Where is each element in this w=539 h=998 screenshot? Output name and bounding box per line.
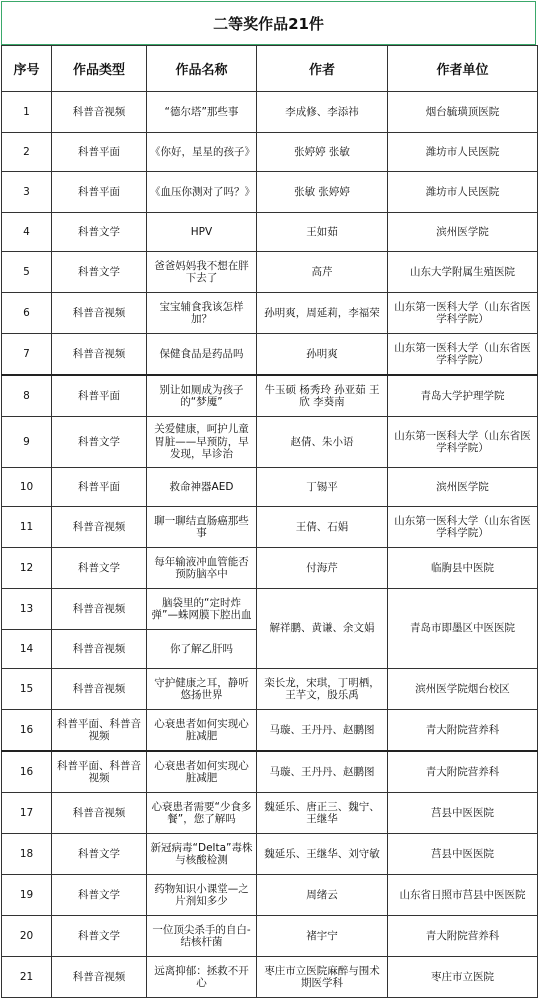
cell-author: 牛玉硕 杨秀玲 孙亚茹 王欣 李葵南 <box>257 375 388 417</box>
header-row <box>2 46 538 92</box>
cell-author: 赵倩、朱小语 <box>257 417 388 468</box>
cell-author: 魏延乐、唐正三、魏宁、王继华 <box>257 793 388 834</box>
cell-no: 7 <box>2 334 52 376</box>
cell-name: 关爱健康，呵护儿童胃脏——早预防，早发现，早诊治 <box>147 417 257 468</box>
cell-name: 《你好，星星的孩子》 <box>147 133 257 172</box>
cell-no: 1 <box>2 92 52 133</box>
cell-name <box>147 793 257 834</box>
cell-type: 科普文学 <box>52 916 147 957</box>
cell-unit-merged: 青岛市即墨区中医医院 <box>388 589 538 669</box>
cell-no: 8 <box>2 375 52 417</box>
cell-type: 科普文学 <box>52 252 147 293</box>
cell-unit: 青岛大学护理学院 <box>388 375 538 417</box>
cell-no: 20 <box>2 916 52 957</box>
table-row <box>2 92 538 133</box>
cell-author: 王倩、石娟 <box>257 507 388 548</box>
table-row <box>2 834 538 875</box>
cell-author: 张婷婷 张敏 <box>257 133 388 172</box>
table-row <box>2 916 538 957</box>
cell-unit: 山东第一医科大学（山东省医学科学院） <box>388 334 538 376</box>
cell-name-text: 脑袋里的“定时炸弹”—蛛网膜下腔出血 <box>151 596 252 621</box>
cell-unit: 青大附院营养科 <box>388 751 538 793</box>
cell-no: 2 <box>2 133 52 172</box>
cell-no: 14 <box>2 630 52 669</box>
cell-author: 李成修、李添祎 <box>257 92 388 133</box>
cell-no: 5 <box>2 252 52 293</box>
cell-name: 你了解乙肝吗 <box>147 630 257 669</box>
cell-name: 每年输液冲血管能否预防脑卒中 <box>147 548 257 589</box>
cell-type: 科普文学 <box>52 875 147 916</box>
cell-unit: 滨州医学院 <box>388 213 538 252</box>
cell-no: 9 <box>2 417 52 468</box>
cell-name: 一位顶尖杀手的自白-结核杆菌 <box>147 916 257 957</box>
cell-type: 科普文学 <box>52 417 147 468</box>
table-row <box>2 669 538 710</box>
cell-no: 3 <box>2 172 52 213</box>
cell-author: 魏延乐、王继华、刘守敏 <box>257 834 388 875</box>
cell-author: 孙明爽 <box>257 334 388 376</box>
table-row <box>2 417 538 468</box>
cell-type: 科普平面 <box>52 468 147 507</box>
header-unit: 作者单位 <box>388 46 538 92</box>
cell-no: 16 <box>2 751 52 793</box>
cell-unit: 莒县中医医院 <box>388 793 538 834</box>
cell-unit: 烟台毓璜顶医院 <box>388 92 538 133</box>
cell-name: 《血压你测对了吗？》 <box>147 172 257 213</box>
cell-type: 科普平面、科普音视频 <box>52 710 147 752</box>
table-row <box>2 957 538 998</box>
cell-author: 枣庄市立医院麻醉与围术期医学科 <box>257 957 388 998</box>
cell-unit: 山东第一医科大学（山东省医学科学院） <box>388 293 538 334</box>
header-no: 序号 <box>2 46 52 92</box>
table-row <box>2 875 538 916</box>
table-row <box>2 710 538 752</box>
cell-author: 王如茹 <box>257 213 388 252</box>
table-row <box>2 213 538 252</box>
cell-author: 付海芹 <box>257 548 388 589</box>
cell-type: 科普音视频 <box>52 957 147 998</box>
cell-unit: 滨州医学院 <box>388 468 538 507</box>
table-row <box>2 252 538 293</box>
cell-unit: 潍坊市人民医院 <box>388 172 538 213</box>
table-row <box>2 334 538 376</box>
cell-unit: 滨州医学院烟台校区 <box>388 669 538 710</box>
cell-no: 18 <box>2 834 52 875</box>
cell-no: 4 <box>2 213 52 252</box>
cell-no: 17 <box>2 793 52 834</box>
cell-unit: 山东省日照市莒县中医医院 <box>388 875 538 916</box>
table-row <box>2 133 538 172</box>
cell-author: 孙明爽，周延莉，李福荣 <box>257 293 388 334</box>
table-row <box>2 548 538 589</box>
cell-name: 远离抑郁：拯救不开心 <box>147 957 257 998</box>
cell-type: 科普平面 <box>52 172 147 213</box>
cell-type: 科普平面 <box>52 133 147 172</box>
cell-type: 科普音视频 <box>52 507 147 548</box>
cell-unit: 临朐县中医院 <box>388 548 538 589</box>
cell-author: 周绪云 <box>257 875 388 916</box>
cell-name: 聊一聊结直肠癌那些事 <box>147 507 257 548</box>
cell-type: 科普文学 <box>52 834 147 875</box>
cell-type: 科普音视频 <box>52 334 147 376</box>
cell-name: 别让如厕成为孩子的“梦魇” <box>147 375 257 417</box>
cell-no: 15 <box>2 669 52 710</box>
cell-name: 新冠病毒“Delta”毒株与核酸检测 <box>147 834 257 875</box>
cell-author: 张敏 张婷婷 <box>257 172 388 213</box>
cell-author: 栾长龙，宋琪，丁明栖，王芊文，殷乐禹 <box>257 669 388 710</box>
cell-author: 马璇、王丹丹、赵鹏图 <box>257 710 388 752</box>
table-row <box>2 793 538 834</box>
cell-name: 救命神器AED <box>147 468 257 507</box>
cell-type: 科普音视频 <box>52 793 147 834</box>
header-author: 作者 <box>257 46 388 92</box>
cell-type: 科普平面、科普音视频 <box>52 751 147 793</box>
cell-author: 褚宇宁 <box>257 916 388 957</box>
table-row <box>2 293 538 334</box>
cell-no: 12 <box>2 548 52 589</box>
cell-unit: 青大附院营养科 <box>388 916 538 957</box>
cell-unit: 山东大学附属生殖医院 <box>388 252 538 293</box>
cell-unit: 枣庄市立医院 <box>388 957 538 998</box>
cell-type: 科普音视频 <box>52 630 147 669</box>
header-name: 作品名称 <box>147 46 257 92</box>
table-row <box>2 375 538 417</box>
cell-name: “德尔塔”那些事 <box>147 92 257 133</box>
table-row <box>2 172 538 213</box>
cell-type: 科普平面 <box>52 375 147 417</box>
table-title: 二等奖作品21件 <box>1 1 536 45</box>
cell-name: 宝宝辅食我该怎样加？ <box>147 293 257 334</box>
cell-no: 10 <box>2 468 52 507</box>
table-row <box>2 507 538 548</box>
table-row <box>2 751 538 793</box>
cell-name: 心衰患者如何实现心脏减肥 <box>147 751 257 793</box>
cell-author: 马璇、王丹丹、赵鹏图 <box>257 751 388 793</box>
cell-name-text: 心衰患者需要“少食多餐”，您了解吗 <box>151 800 252 825</box>
cell-type: 科普文学 <box>52 548 147 589</box>
cell-name: 守护健康之耳，静听悠扬世界 <box>147 669 257 710</box>
cell-unit: 潍坊市人民医院 <box>388 133 538 172</box>
table-row <box>2 468 538 507</box>
cell-name: 爸爸妈妈我不想在胖下去了 <box>147 252 257 293</box>
cell-no: 16 <box>2 710 52 752</box>
cell-author: 丁锡平 <box>257 468 388 507</box>
cell-type: 科普文学 <box>52 213 147 252</box>
cell-no: 21 <box>2 957 52 998</box>
cell-no: 19 <box>2 875 52 916</box>
cell-name: 心衰患者如何实现心脏减肥 <box>147 710 257 752</box>
cell-name: 药物知识小课堂—之片剂知多少 <box>147 875 257 916</box>
cell-name <box>147 589 257 630</box>
cell-type: 科普音视频 <box>52 669 147 710</box>
cell-unit: 山东第一医科大学（山东省医学科学院） <box>388 417 538 468</box>
awards-table <box>1 45 538 998</box>
header-type: 作品类型 <box>52 46 147 92</box>
cell-no: 13 <box>2 589 52 630</box>
cell-author: 高芹 <box>257 252 388 293</box>
cell-name: 保健食品是药品吗 <box>147 334 257 376</box>
table-row <box>2 589 538 630</box>
cell-unit: 山东第一医科大学（山东省医学科学院） <box>388 507 538 548</box>
cell-unit: 莒县中医医院 <box>388 834 538 875</box>
cell-author-merged: 解祥鹏、黄谦、余文娟 <box>257 589 388 669</box>
cell-type: 科普音视频 <box>52 293 147 334</box>
cell-no: 11 <box>2 507 52 548</box>
cell-type: 科普音视频 <box>52 92 147 133</box>
cell-type: 科普音视频 <box>52 589 147 630</box>
cell-name: HPV <box>147 213 257 252</box>
cell-unit: 青大附院营养科 <box>388 710 538 752</box>
cell-no: 6 <box>2 293 52 334</box>
